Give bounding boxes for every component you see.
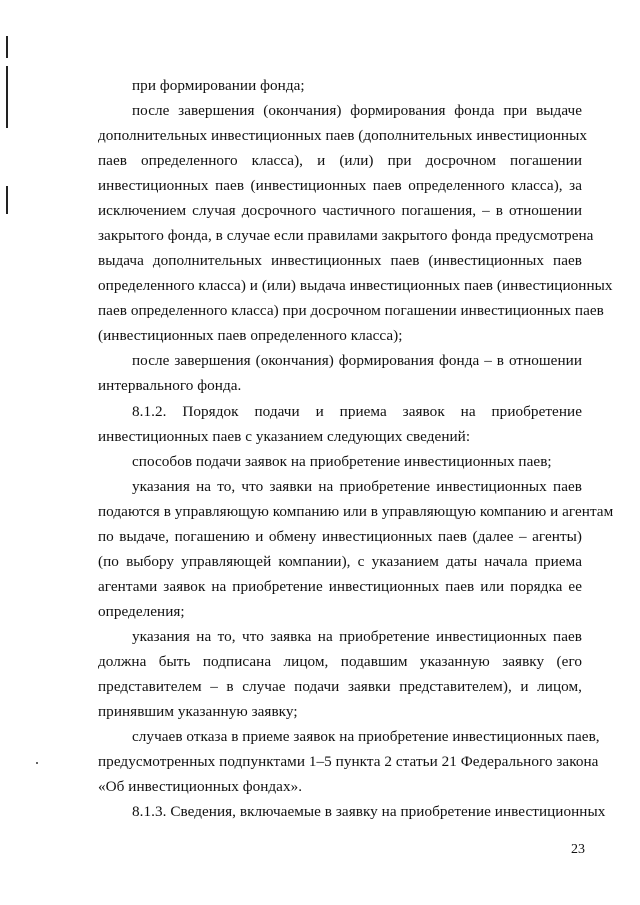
text-line: «Об инвестиционных фондах». bbox=[98, 778, 303, 795]
text-line: указания на то, что заявка на приобретение инвестиционных паев bbox=[132, 628, 582, 645]
text-line: должна быть подписана лицом, подавшим указанную заявку (его bbox=[98, 653, 582, 670]
text-line: инвестиционных паев с указанием следующих сведений: bbox=[98, 428, 471, 445]
text-line: дополнительных инвестиционных паев (дополнительных инвестиционных bbox=[98, 127, 587, 144]
text-line: исключением случая досрочного частичного погашения, – в отношении bbox=[98, 202, 582, 219]
text-line: представителем – в случае подачи заявки представителем), и лицом, bbox=[98, 678, 582, 695]
text-line: после завершения (окончания) формирования фонда при выдаче bbox=[132, 102, 582, 119]
text-line: определения; bbox=[98, 603, 185, 620]
text-line: выдача дополнительных инвестиционных паев (инвестиционных паев bbox=[98, 252, 582, 269]
text-line: агентами заявок на приобретение инвестиционных паев или порядка ее bbox=[98, 578, 582, 595]
text-line: по выдаче, погашению и обмену инвестиционных паев (далее – агенты) bbox=[98, 528, 582, 545]
text-line: интервального фонда. bbox=[98, 377, 242, 394]
page-number: 23 bbox=[571, 842, 585, 857]
text-line: принявшим указанную заявку; bbox=[98, 703, 298, 720]
text-line: случаев отказа в приеме заявок на приобретение инвестиционных паев, bbox=[132, 728, 600, 745]
text-line: (по выбору управляющей компании), с указанием даты начала приема bbox=[98, 553, 582, 570]
text-line: паев определенного класса) при досрочном погашении инвестиционных паев bbox=[98, 302, 604, 319]
text-line: указания на то, что заявки на приобретение инвестиционных паев bbox=[132, 478, 582, 495]
section-heading-8-1-3: 8.1.3. Сведения, включаемые в заявку на приобретение инвестиционных bbox=[132, 803, 606, 820]
text-line: (инвестиционных паев определенного класса); bbox=[98, 327, 403, 344]
margin-mark bbox=[6, 66, 8, 128]
text-line: при формировании фонда; bbox=[132, 77, 305, 94]
text-line: инвестиционных паев (инвестиционных паев определенного класса), за bbox=[98, 177, 582, 194]
text-line: подаются в управляющую компанию или в управляющую компанию и агентам bbox=[98, 503, 614, 520]
text-line: определенного класса) и (или) выдача инвестиционных паев (инвестиционных bbox=[98, 277, 613, 294]
text-line: предусмотренных подпунктами 1–5 пункта 2 статьи 21 Федерального закона bbox=[98, 753, 599, 770]
margin-mark bbox=[6, 36, 8, 58]
text-line: закрытого фонда, в случае если правилами закрытого фонда предусмотрена bbox=[98, 227, 594, 244]
margin-mark bbox=[6, 186, 8, 214]
section-heading-8-1-2: 8.1.2. Порядок подачи и приема заявок на приобретение bbox=[132, 403, 582, 420]
text-line: после завершения (окончания) формирования фонда – в отношении bbox=[132, 352, 582, 369]
text-line: способов подачи заявок на приобретение инвестиционных паев; bbox=[132, 453, 552, 470]
text-line: паев определенного класса), и (или) при досрочном погашении bbox=[98, 152, 582, 169]
scan-speck bbox=[36, 762, 38, 764]
